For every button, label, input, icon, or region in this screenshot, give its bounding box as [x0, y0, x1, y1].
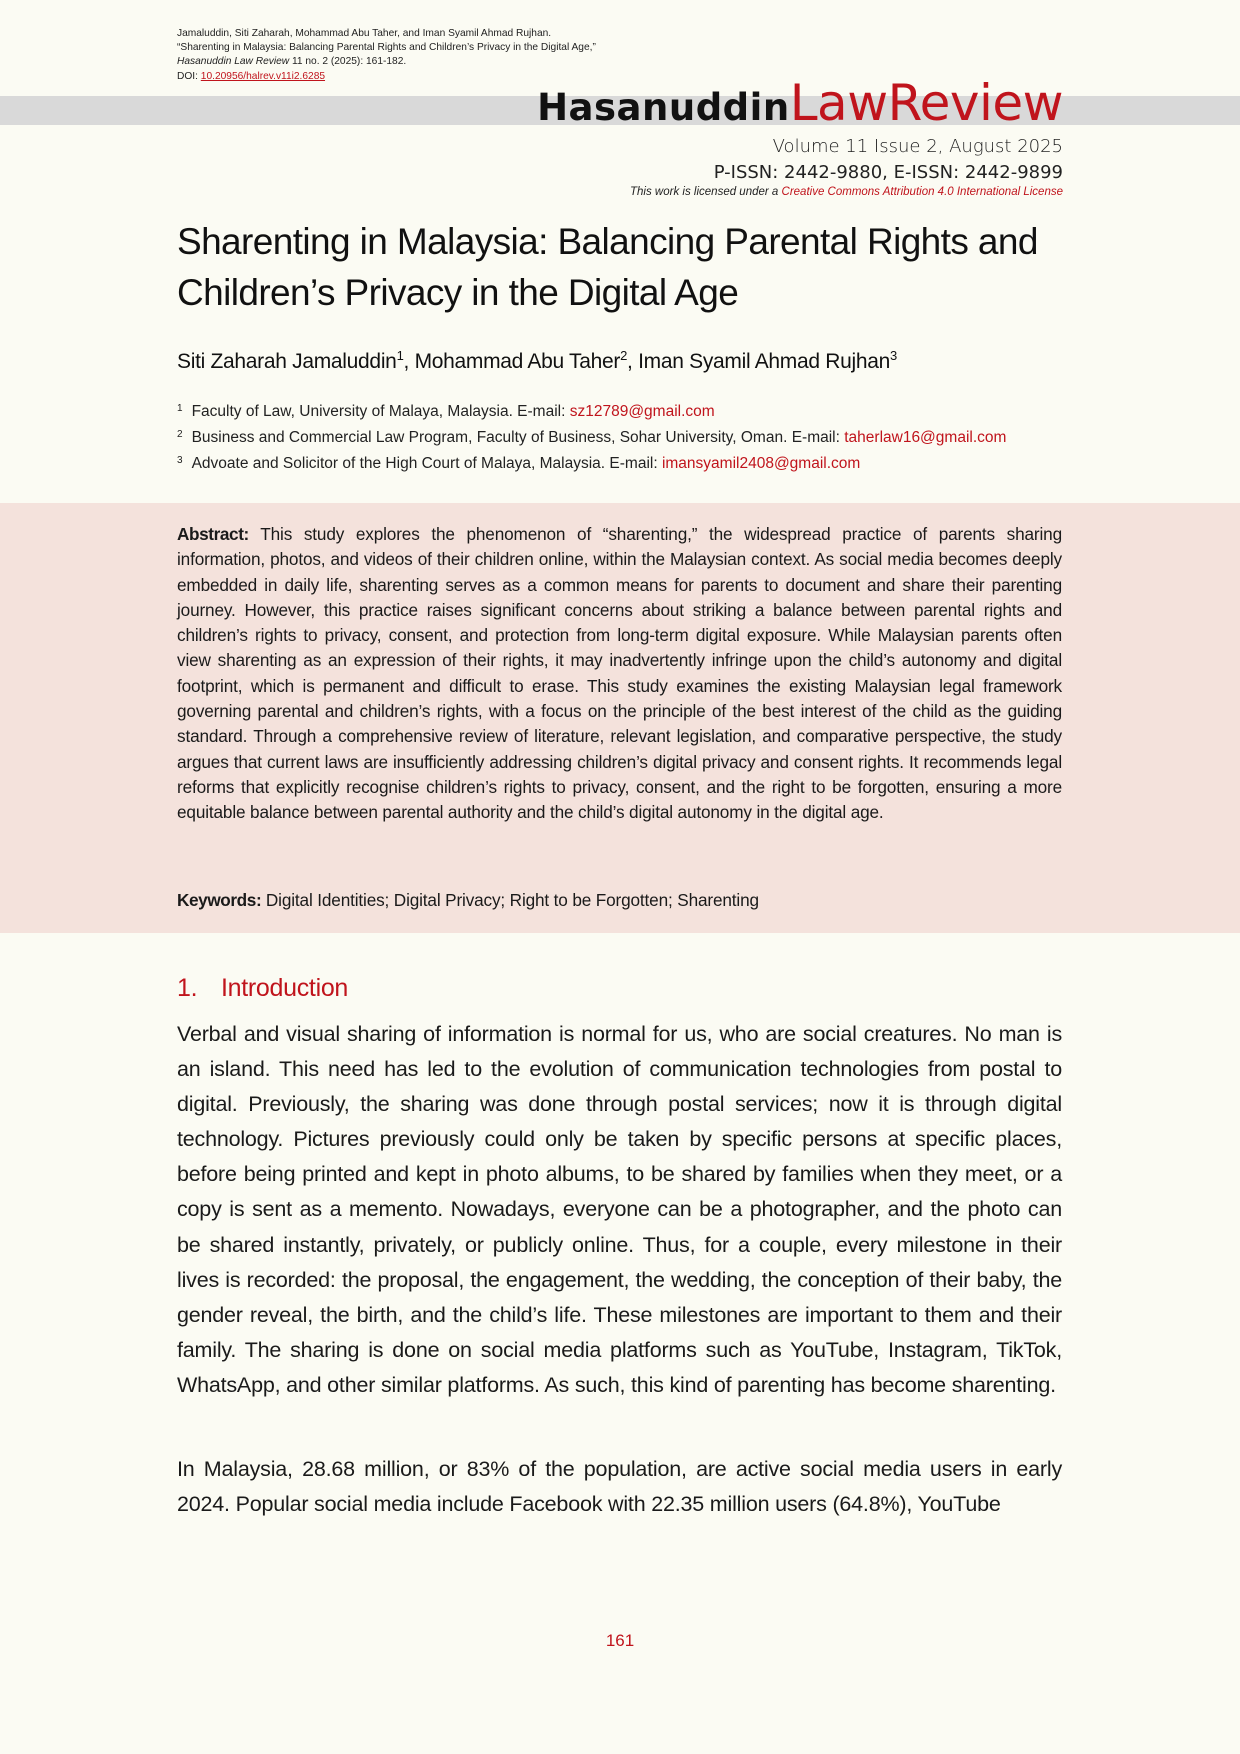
- author-sup: 1: [396, 348, 404, 363]
- logo-law-review: LawReview: [789, 74, 1063, 132]
- citation-journal: Hasanuddin Law Review: [177, 56, 290, 68]
- keywords-label: Keywords:: [177, 890, 262, 910]
- author-list: [177, 350, 897, 374]
- doi-label: DOI:: [177, 70, 198, 82]
- affiliation-3: [177, 455, 860, 473]
- keywords-text: Digital Identities; Digital Privacy; Right to be Forgotten; Sharenting: [265, 890, 759, 910]
- citation-authors: Jamaluddin, Siti Zaharah, Mohammad Abu Taher, and Iman Syamil Ahmad Rujhan.: [177, 28, 552, 39]
- keywords: [177, 890, 759, 911]
- author-name: Mohammad Abu Taher: [414, 350, 621, 373]
- section-heading: [177, 974, 348, 1003]
- author-sup: 2: [620, 348, 628, 363]
- volume-info: Volume 11 Issue 2, August 2025: [772, 136, 1063, 157]
- abstract-text: This study explores the phenomenon of “sharenting,” the widespread practice of parents sharing information, photos, and videos of their children online, within the Malaysian context. As social media becomes deeply embedded in daily life, sharenting serves as a common means for parents to document and share their parenting journey. However, this practice raises significant concerns about striking a balance between parental rights and children’s rights to privacy, consent, and protection from long-term digital exposure. While Malaysian parents often view sharenting as an expression of their rights, it may inadvertently infringe upon the child’s autonomy and digital footprint, which is permanent and difficult to erase. This study examines the existing Malaysian legal framework governing parental and children’s rights, with a focus on the principle of the best interest of the child as the guiding standard. Through a comprehensive review of literature, relevant legislation, and comparative perspective, the study argues that current laws are insufficiently addressing children’s digital privacy and consent rights. It recommends legal reforms that explicitly recognise children’s rights to privacy, consent, and the right to be forgotten, ensuring a more equitable balance between parental authority and the child’s digital autonomy in the digital age.: [177, 524, 1062, 823]
- body-paragraph-2: In Malaysia, 28.68 million, or 83% of the population, are active social media users in early 2024. Popular social media include Facebook with 22.35 million users (64.8%), YouTube: [177, 1457, 1062, 1517]
- affiliation-text: Faculty of Law, University of Malaya, Malaysia. E-mail:: [191, 403, 570, 420]
- article-title: Sharenting in Malaysia: Balancing Parental Rights and Children’s Privacy in the Digital Age: [177, 221, 1038, 313]
- abstract: [177, 522, 1062, 826]
- author-separator: ,: [403, 350, 415, 373]
- license-line: [630, 186, 1063, 198]
- body-paragraph-1: Verbal and visual sharing of information is normal for us, who are social creatures. No man is an island. This need has led to the evolution of communication technologies from postal to digital. Previously, the sharing was done through postal services; now it is through digital technology. Pictures previously could only be taken by specific persons at specific places, before being printed and kept in photo albums, to be shared by families when they meet, or a copy is sent as a memento. Nowadays, everyone can be a photographer, and the photo can be shared instantly, privately, or publicly online. Thus, for a couple, every milestone in their lives is recorded: the proposal, the engagement, the wedding, the conception of their baby, the gender reveal, the birth, and the child’s life. These milestones are important to them and their family. The sharing is done on social media platforms such as YouTube, Instagram, TikTok, WhatsApp, and other similar platforms. As such, this kind of parenting has become sharenting.: [177, 1022, 1062, 1397]
- author-name: Siti Zaharah Jamaluddin: [177, 350, 397, 373]
- affiliation-email-link[interactable]: imansyamil2408@gmail.com: [661, 455, 861, 472]
- affiliation-email-link[interactable]: sz12789@gmail.com: [569, 403, 715, 420]
- journal-logo: [537, 74, 1063, 132]
- section-title: Introduction: [221, 974, 349, 1002]
- license-link[interactable]: Creative Commons Attribution 4.0 International License: [781, 186, 1063, 198]
- affiliation-sup: 2: [177, 429, 183, 440]
- affiliation-sup: 1: [177, 403, 183, 414]
- affiliation-text: Business and Commercial Law Program, Faculty of Business, Sohar University, Oman. E-mail:: [191, 429, 845, 446]
- citation-article: “Sharenting in Malaysia: Balancing Parental Rights and Children’s Privacy in the Digital Age,”: [177, 42, 596, 54]
- section-number: 1.: [177, 974, 198, 1002]
- author-name: Iman Syamil Ahmad Rujhan: [638, 350, 891, 373]
- abstract-label: Abstract:: [177, 524, 249, 544]
- affiliation-2: [177, 429, 1006, 447]
- affiliation-text: Advoate and Solicitor of the High Court of Malaya, Malaysia. E-mail:: [191, 455, 662, 472]
- affiliation-email-link[interactable]: taherlaw16@gmail.com: [844, 429, 1007, 446]
- affiliation-1: [177, 403, 715, 421]
- page-number: 161: [605, 1631, 635, 1650]
- citation-block: [177, 27, 597, 84]
- doi-link[interactable]: 10.20956/halrev.v11i2.6285: [200, 70, 326, 82]
- author-separator: ,: [627, 350, 639, 373]
- affiliation-sup: 3: [177, 455, 183, 466]
- citation-volume: 11 no. 2 (2025): 161-182.: [291, 56, 407, 68]
- license-prefix: This work is licensed under a: [630, 186, 779, 198]
- issn-info: P-ISSN: 2442-9880, E-ISSN: 2442-9899: [713, 162, 1063, 183]
- author-sup: 3: [890, 348, 897, 363]
- logo-hasanuddin: Hasanuddin: [537, 86, 790, 129]
